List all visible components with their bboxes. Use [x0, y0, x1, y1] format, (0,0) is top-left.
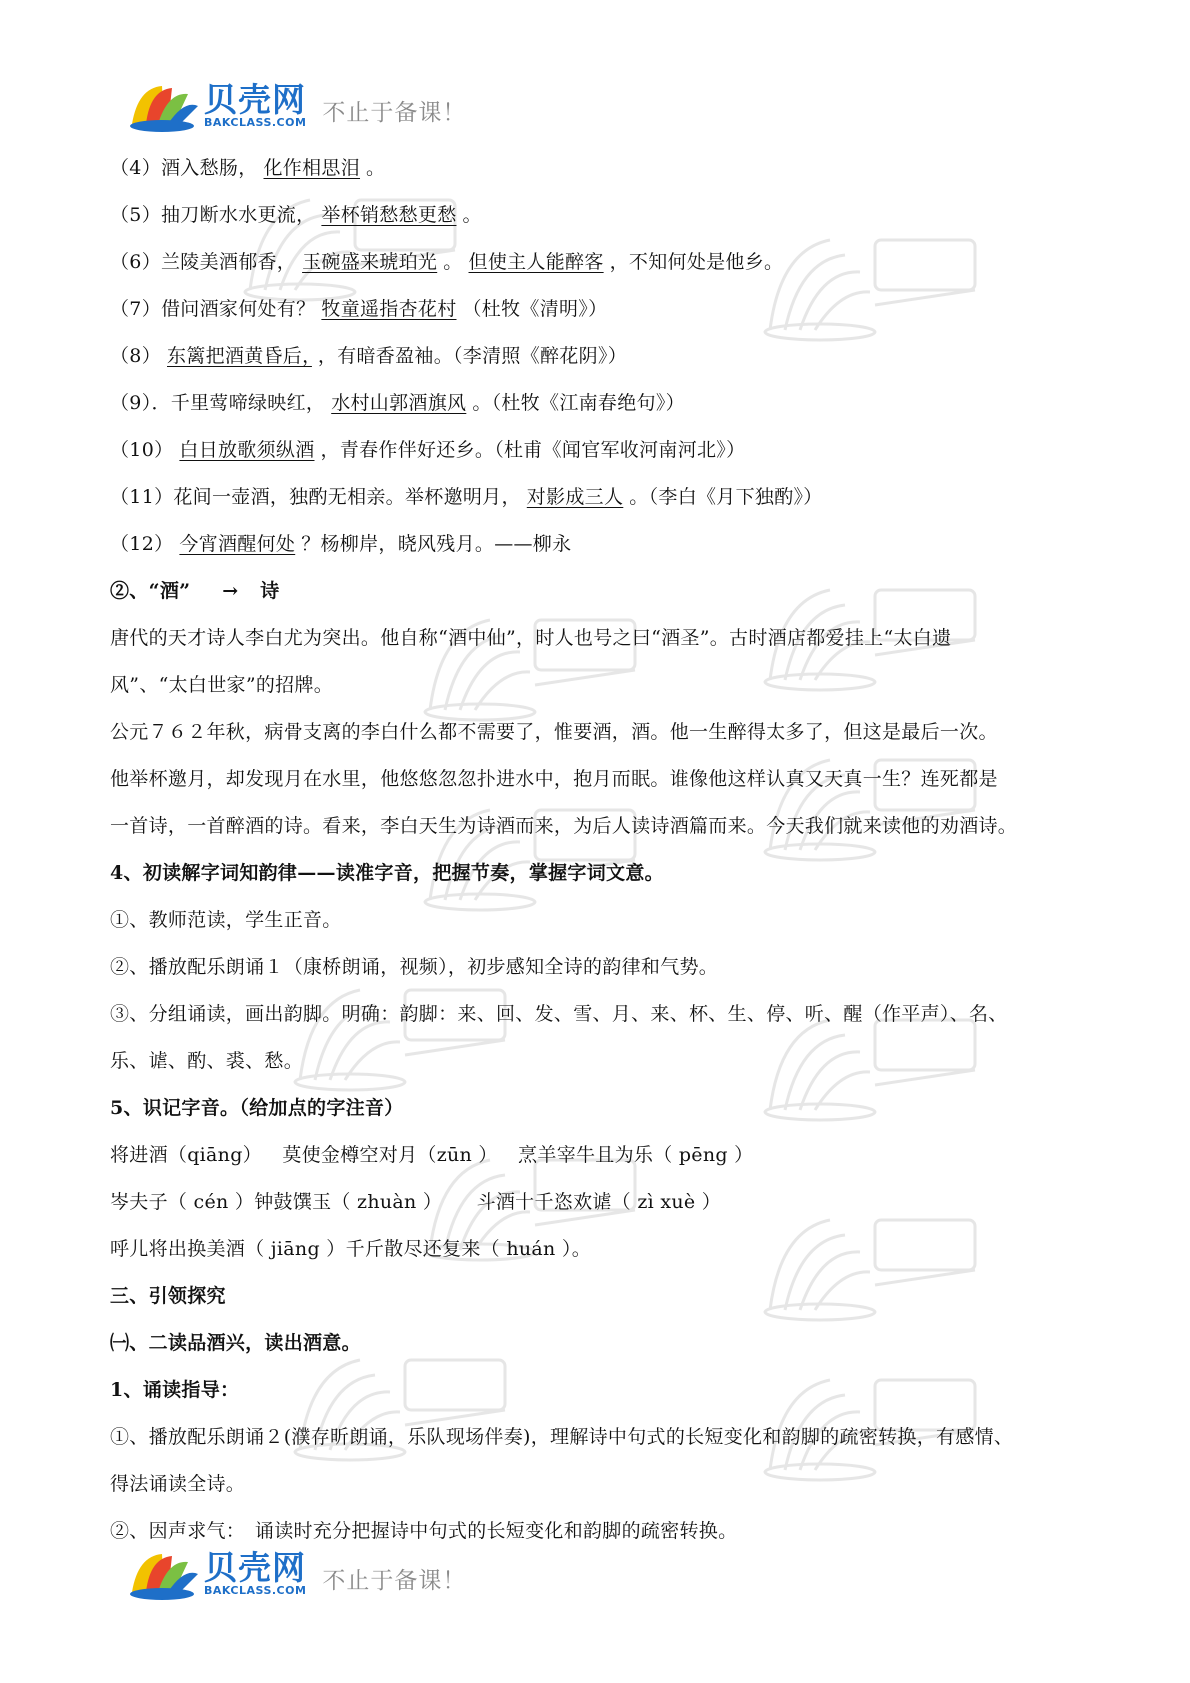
paragraph-line: 唐代的天才诗人李白尤为突出。他自称“酒中仙”，时人也号之曰“酒圣”。古时酒店都爱挂上“太白遗: [110, 627, 952, 649]
paragraph-line: 风”、“太白世家”的招牌。: [110, 674, 334, 696]
poem-line: （10） 白日放歌须纵酒 ，青春作伴好还乡。（杜甫《闻官军收河南河北》）: [110, 439, 746, 461]
step4-item: ①、教师范读，学生正音。: [110, 909, 342, 931]
shell-logo-icon: [128, 1548, 200, 1600]
reading-guide-item: ①、播放配乐朗诵２(濮存昕朗诵，乐队现场伴奏)，理解诗中句式的长短变化和韵脚的疏密转换，有感情、: [110, 1426, 1014, 1448]
poem-line: （8） 东篱把酒黄昏后， ，有暗香盈袖。（李清照《醉花阴》）: [110, 345, 628, 367]
shell-logo-icon: [128, 80, 200, 132]
poem-line: （4）酒入愁肠， 化作相思泪 。: [110, 157, 386, 179]
step4-heading: 4、初读解字词知韵律——读准字音，把握节奏，掌握字词文意。: [110, 862, 664, 884]
pinyin-row: 将进酒（qiāng） 莫使金樽空对月（zūn ） 烹羊宰牛且为乐（ pēng ）: [110, 1144, 754, 1166]
brand-name: 贝壳网: [204, 80, 306, 119]
part3-subheading: ㈠、二读品酒兴，读出酒意。: [110, 1332, 361, 1354]
section-heading-wine-poem: ②、“酒” → 诗: [110, 580, 280, 602]
step4-item: 乐、谑、酌、裘、愁。: [110, 1050, 304, 1072]
brand-name: 贝壳网: [204, 1548, 306, 1587]
part3-heading: 三、引领探究: [110, 1285, 226, 1307]
pinyin-row: 呼儿将出换美酒（ jiāng ）千斤散尽还复来（ huán ）。: [110, 1238, 591, 1260]
brand-domain: BAKCLASS.COM: [204, 116, 307, 129]
poem-line: （5）抽刀断水水更流， 举杯销愁愁更愁 。: [110, 204, 482, 226]
brand-slogan: 不止于备课！: [322, 99, 467, 126]
poem-answer-list: [110, 145, 1090, 568]
brand-domain: BAKCLASS.COM: [204, 1584, 307, 1597]
poem-line: （6）兰陵美酒郁香， 玉碗盛来琥珀光 。 但使主人能醉客 ，不知何处是他乡。: [110, 251, 784, 273]
step5-heading: 5、识记字音。（给加点的字注音）: [110, 1097, 404, 1119]
arrow-icon: →: [222, 580, 239, 602]
poem-line: （9）．千里莺啼绿映红， 水村山郭酒旗风 。（杜牧《江南春绝句》）: [110, 392, 685, 414]
pinyin-row: 岑夫子（ cén ）钟鼓馔玉（ zhuàn ） 斗酒十千恣欢谑（ zì xuè ）: [110, 1191, 722, 1213]
brand-slogan: 不止于备课！: [322, 1567, 467, 1594]
reading-guide-heading: 1、诵读指导：: [110, 1379, 240, 1401]
reading-guide-item: ②、因声求气： 诵读时充分把握诗中句式的长短变化和韵脚的疏密转换。: [110, 1520, 738, 1542]
step4-item: ③、分组诵读，画出韵脚。明确：韵脚：来、回、发、雪、月、来、杯、生、停、听、醒（作平声）、名、: [110, 1003, 1008, 1025]
reading-guide-item: 得法诵读全诗。: [110, 1473, 246, 1495]
poem-line: （11）花间一壶酒，独酌无相亲。举杯邀明月， 对影成三人 。（李白《月下独酌》）: [110, 486, 823, 508]
paragraph-line: 他举杯邀月，却发现月在水里，他悠悠忽忽扑进水中，抱月而眠。谁像他这样认真又天真一生？连死都是: [110, 768, 998, 790]
poem-line: （12） 今宵酒醒何处 ？杨柳岸，晓风残月。——柳永: [110, 533, 572, 555]
header-logo: [128, 80, 466, 132]
paragraph-line: 公元７６２年秋，病骨支离的李白什么都不需要了，惟要酒，酒。他一生醉得太多了，但这是最后一次。: [110, 721, 998, 743]
document-body: [110, 145, 1090, 1555]
footer-logo: [128, 1548, 466, 1600]
step4-item: ②、播放配乐朗诵１（康桥朗诵，视频），初步感知全诗的韵律和气势。: [110, 956, 719, 978]
poem-line: （7）借问酒家何处有？ 牧童遥指杏花村 （杜牧《清明》）: [110, 298, 608, 320]
paragraph-line: 一首诗，一首醉酒的诗。看来，李白天生为诗酒而来，为后人读诗酒篇而来。今天我们就来读他的劝酒诗。: [110, 815, 1018, 837]
